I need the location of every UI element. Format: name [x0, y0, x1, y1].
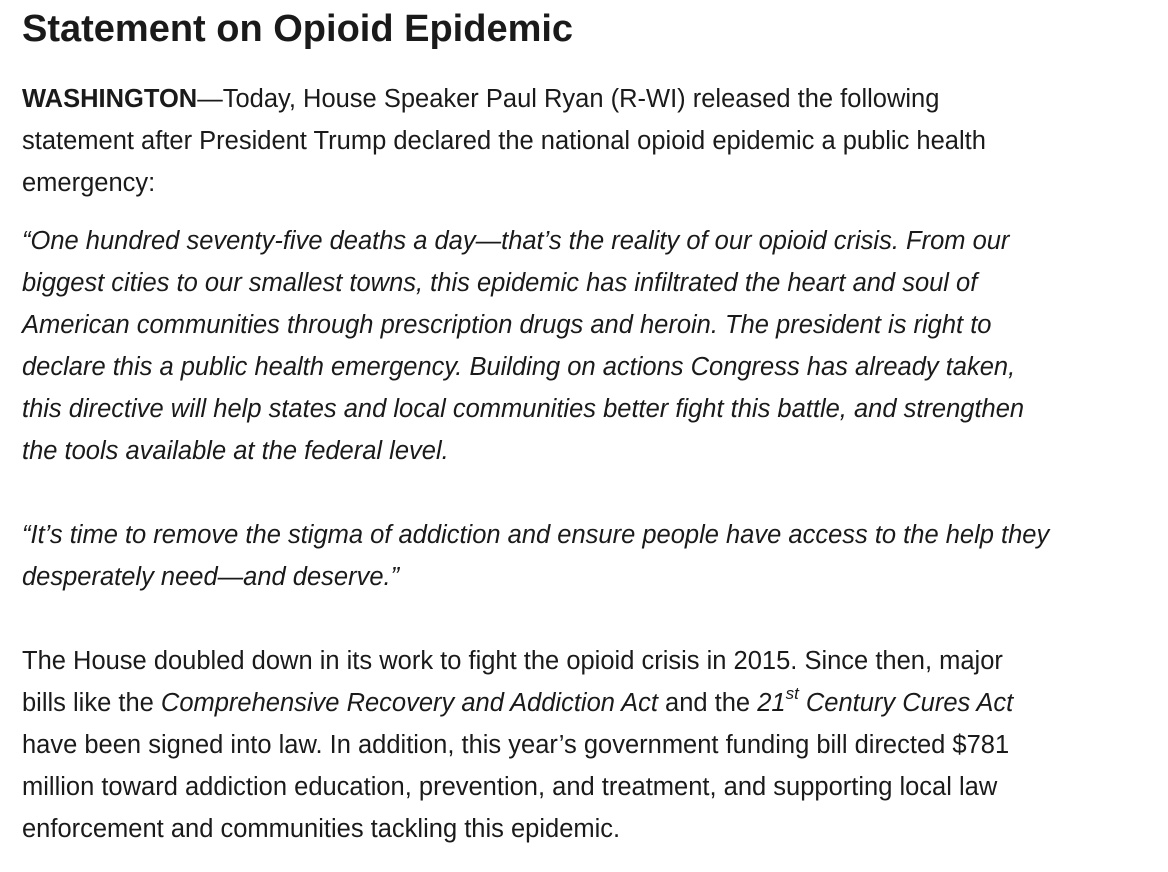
quote-line: biggest cities to our smallest towns, this epidemic has infiltrated the heart and soul of [22, 269, 978, 297]
quote-line: American communities through prescription drugs and heroin. The president is right to [22, 311, 992, 339]
intro-line: statement after President Trump declared the national opioid epidemic a public health [22, 127, 986, 155]
closing-line-text: bills like the [22, 689, 161, 717]
quote-line: declare this a public health emergency. Building on actions Congress has already taken, [22, 353, 1016, 381]
act-number: 21 [757, 689, 786, 717]
act-title [757, 684, 1014, 717]
closing-line-text: and the [657, 689, 758, 717]
quote-line: “It’s time to remove the stigma of addiction and ensure people have access to the help they [22, 521, 1050, 549]
quote-line: the tools available at the federal level. [22, 437, 449, 465]
act-title-rest: Century Cures Act [798, 689, 1014, 717]
quote-line: “One hundred seventy-five deaths a day—that’s the reality of our opioid crisis. From our [22, 227, 1010, 255]
intro-line: emergency: [22, 169, 156, 197]
quote-line: this directive will help states and local communities better fight this battle, and strengthen [22, 395, 1025, 423]
intro-paragraph [22, 78, 1162, 204]
quote-paragraph [22, 514, 1162, 598]
dateline: WASHINGTON [22, 85, 198, 113]
act-title: Comprehensive Recovery and Addiction Act [160, 689, 658, 717]
closing-line: have been signed into law. In addition, this year’s government funding bill directed $781 [22, 731, 1010, 759]
closing-paragraph [22, 640, 1162, 850]
closing-line: enforcement and communities tackling this epidemic. [22, 815, 621, 843]
closing-line: million toward addiction education, prevention, and treatment, and supporting local law [22, 773, 998, 801]
quote-paragraph [22, 220, 1162, 472]
statement-page [22, 0, 1162, 850]
page-title: Statement on Opioid Epidemic [22, 8, 574, 50]
closing-line: The House doubled down in its work to fight the opioid crisis in 2015. Since then, major [22, 647, 1003, 675]
intro-line: —Today, House Speaker Paul Ryan (R-WI) released the following [197, 85, 940, 113]
quote-line: desperately need—and deserve.” [22, 563, 400, 591]
ordinal-suffix: st [785, 684, 799, 703]
